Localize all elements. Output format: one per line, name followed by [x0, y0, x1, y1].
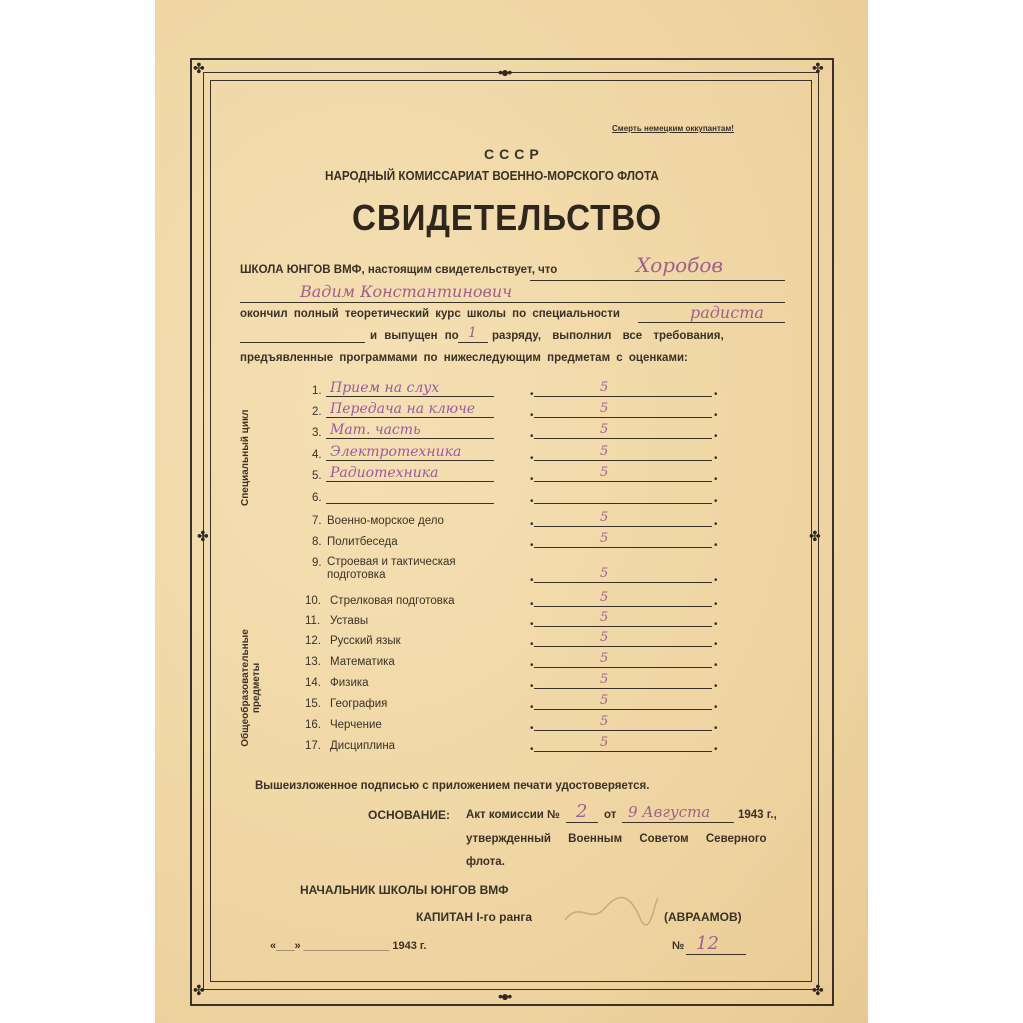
- leader-dot: •: [530, 431, 534, 442]
- subject-grade: 5: [600, 465, 609, 480]
- certificate-line-4a: и выпущен по: [370, 330, 459, 342]
- leader-dot: •: [714, 619, 718, 630]
- certify-text: Вышеизложенное подписью с приложением печати удостоверяется.: [255, 780, 650, 792]
- leader-dot: •: [714, 410, 718, 421]
- leader-dot: •: [714, 519, 718, 530]
- rank-class-handwritten: 1: [468, 325, 477, 341]
- certificate-line-3: окончил полный теоретический курс школы по специальности: [240, 308, 620, 320]
- leader-dot: •: [714, 575, 718, 586]
- doc-number-label: №: [672, 940, 685, 952]
- corner-ornament-icon: ✤: [812, 982, 822, 998]
- group-label-special: Специальный цикл: [240, 409, 251, 506]
- subject-number: 6.: [312, 492, 322, 504]
- leader-dot: •: [530, 540, 534, 551]
- subject-grade: 5: [600, 444, 609, 459]
- subject-number: 14.: [305, 677, 321, 689]
- subject-number: 8.: [312, 536, 322, 548]
- page-title: СВИДЕТЕЛЬСТВО: [352, 197, 663, 238]
- subject-number: 17.: [305, 740, 321, 752]
- leader-dot: •: [530, 410, 534, 421]
- certificate-line-4b: разряду, выполнил все требования,: [492, 330, 724, 342]
- leader-dot: •: [714, 744, 718, 755]
- fleet-text: флота.: [466, 856, 505, 868]
- subject-name: Военно-морское дело: [327, 515, 444, 527]
- leader-dot: •: [714, 431, 718, 442]
- basis-label: ОСНОВАНИЕ:: [368, 808, 451, 822]
- leader-dot: •: [714, 723, 718, 734]
- act-from-label: от: [604, 809, 617, 821]
- subject-number: 15.: [305, 698, 321, 710]
- subject-grade: 5: [600, 735, 609, 750]
- subject-grade: 5: [600, 693, 609, 708]
- leader-dot: •: [714, 702, 718, 713]
- leader-dot: •: [530, 681, 534, 692]
- top-ornament-icon: •●•: [498, 64, 511, 80]
- group-label-general: Общеобразовательные предметы: [240, 629, 262, 747]
- subject-number: 5.: [312, 470, 322, 482]
- subject-grade: 5: [600, 401, 609, 416]
- leader-dot: •: [714, 474, 718, 485]
- corner-ornament-icon: ✤: [193, 60, 203, 76]
- country-heading: СССР: [484, 146, 544, 162]
- certificate-line-5: предъявленные программами по нижеследующим предметам с оценками:: [240, 352, 688, 364]
- subject-name-handwritten: Радиотехника: [330, 465, 439, 481]
- subject-name: Математика: [330, 656, 395, 668]
- subject-number: 3.: [312, 427, 322, 439]
- date-line: «___» ______________ 1943 г.: [270, 940, 427, 952]
- specialty-handwritten: радиста: [690, 303, 764, 322]
- act-year: 1943 г.,: [738, 809, 777, 821]
- subject-number: 1.: [312, 385, 322, 397]
- chief-title: НАЧАЛЬНИК ШКОЛЫ ЮНГОВ ВМФ: [300, 883, 509, 897]
- subject-grade: 5: [600, 630, 609, 645]
- subject-name: Черчение: [330, 719, 382, 731]
- leader-dot: •: [714, 389, 718, 400]
- subject-number: 16.: [305, 719, 321, 731]
- leader-dot: •: [530, 496, 534, 507]
- slogan: Смерть немецким оккупантам!: [612, 124, 734, 133]
- subject-name: Политбеседа: [327, 536, 398, 548]
- subject-name-handwritten: Передача на ключе: [330, 401, 476, 417]
- subject-grade: 5: [600, 590, 609, 605]
- bottom-ornament-icon: •●•: [498, 988, 511, 1004]
- leader-dot: •: [530, 474, 534, 485]
- subject-name: Уставы: [330, 615, 369, 627]
- leader-dot: •: [530, 744, 534, 755]
- subject-grade: 5: [600, 531, 609, 546]
- subject-name-handwritten: Прием на слух: [330, 380, 440, 396]
- subject-number: 2.: [312, 406, 322, 418]
- subject-grade: 5: [600, 714, 609, 729]
- leader-dot: •: [714, 681, 718, 692]
- subject-number: 12.: [305, 635, 321, 647]
- subject-grade: 5: [600, 651, 609, 666]
- leader-dot: •: [530, 723, 534, 734]
- subject-grade: 5: [600, 566, 609, 581]
- act-date-handwritten: 9 Августа: [628, 803, 711, 821]
- leader-dot: •: [714, 453, 718, 464]
- leader-dot: •: [530, 575, 534, 586]
- subject-name: География: [330, 698, 388, 710]
- subject-grade: 5: [600, 510, 609, 525]
- subject-number: 7.: [312, 515, 322, 527]
- left-ornament-icon: ✤: [197, 528, 207, 544]
- subject-grade: 5: [600, 672, 609, 687]
- subject-number: 4.: [312, 449, 322, 461]
- subject-number: 9.: [312, 557, 322, 569]
- leader-dot: •: [714, 540, 718, 551]
- captain-rank: КАПИТАН I-го ранга: [416, 910, 533, 924]
- leader-dot: •: [530, 702, 534, 713]
- subject-name: Дисциплина: [330, 740, 396, 752]
- subject-grade: 5: [600, 422, 609, 437]
- approved-text: утвержденный Военным Советом Северного: [466, 833, 767, 845]
- leader-dot: •: [530, 389, 534, 400]
- subject-number: 11.: [305, 615, 321, 627]
- leader-dot: •: [714, 660, 718, 671]
- subject-name: Физика: [330, 677, 369, 689]
- act-number-handwritten: 2: [576, 801, 588, 822]
- subject-grade: 5: [600, 380, 609, 395]
- leader-dot: •: [714, 599, 718, 610]
- leader-dot: •: [714, 496, 718, 507]
- signature-icon: [560, 890, 660, 930]
- leader-dot: •: [714, 639, 718, 650]
- leader-dot: •: [530, 519, 534, 530]
- subject-number: 13.: [305, 656, 321, 668]
- subject-name: Русский язык: [330, 635, 401, 647]
- doc-number-handwritten: 12: [696, 933, 719, 954]
- certificate-line-1: ШКОЛА ЮНГОВ ВМФ, настоящим свидетельствует, что: [240, 264, 558, 276]
- subject-name-handwritten: Электротехника: [330, 444, 462, 460]
- subject-number: 10.: [305, 595, 321, 607]
- corner-ornament-icon: ✤: [193, 982, 203, 998]
- leader-dot: •: [530, 660, 534, 671]
- signer-name: (АВРААМОВ): [664, 910, 742, 924]
- leader-dot: •: [530, 599, 534, 610]
- leader-dot: •: [530, 619, 534, 630]
- leader-dot: •: [530, 639, 534, 650]
- subject-name-handwritten: Мат. часть: [330, 422, 421, 438]
- given-names-handwritten: Вадим Константинович: [300, 282, 513, 301]
- subject-grade: 5: [600, 610, 609, 625]
- act-label: Акт комиссии №: [466, 809, 560, 821]
- leader-dot: •: [530, 453, 534, 464]
- commissariat-heading: НАРОДНЫЙ КОМИССАРИАТ ВОЕННО-МОРСКОГО ФЛОТА: [325, 168, 659, 183]
- subject-name: Строевая и тактическая подготовка: [327, 556, 456, 581]
- corner-ornament-icon: ✤: [812, 60, 822, 76]
- surname-handwritten: Хоробов: [636, 253, 724, 277]
- subject-name: Стрелковая подготовка: [330, 595, 455, 607]
- right-ornament-icon: ✤: [809, 528, 819, 544]
